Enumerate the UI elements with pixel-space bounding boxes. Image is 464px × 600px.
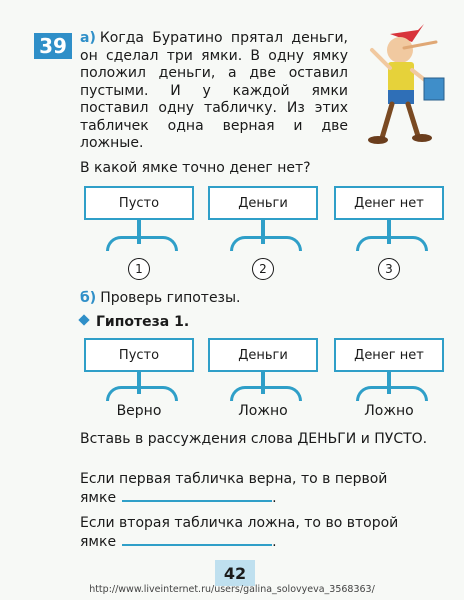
watermark-url: http://www.liveinternet.ru/users/galina_solovyeva_3568363/ <box>89 584 375 595</box>
problem-body: Когда Буратино прятал деньги, он сделал три ямки. В одну ямку положил деньги, а две оставил пустыми. И у каждой ямки поставил одну табличку. Из этих табличек одна верная и две ложные. <box>80 30 348 151</box>
hypothesis-title <box>80 314 189 330</box>
sign-top-2 <box>208 186 318 276</box>
sign-board: Денег нет <box>334 186 444 220</box>
sign-board: Пусто <box>84 338 194 372</box>
sentence-1-start: Если первая табличка верна, то в первой <box>80 471 388 487</box>
hypothesis-label: Гипотеза 1. <box>96 314 190 330</box>
part-b-text: Проверь гипотезы. <box>100 290 241 306</box>
sentence-2 <box>80 514 440 551</box>
verdict-1: Верно <box>116 403 162 419</box>
task-number-badge: 39 <box>34 33 72 59</box>
diamond-icon <box>78 314 89 325</box>
sign-base <box>230 386 302 401</box>
sentence-2-end: ямке <box>80 534 117 550</box>
question-text: В какой ямке точно денег нет? <box>80 160 311 176</box>
sign-base <box>106 386 178 401</box>
sign-base <box>356 386 428 401</box>
sign-top-1 <box>84 186 194 276</box>
sentence-2-start: Если вторая табличка ложна, то во второй <box>80 515 399 531</box>
sign-top-3 <box>334 186 444 276</box>
hole-number: 3 <box>378 258 400 280</box>
sentence-2-dot: . <box>272 534 277 550</box>
verdict-2: Ложно <box>238 403 288 419</box>
sign-bottom-3 <box>334 338 444 408</box>
hole-number: 1 <box>128 258 150 280</box>
pinocchio-illustration <box>352 20 452 150</box>
insert-words-instruction: Вставь в рассуждения слова ДЕНЬГИ и ПУСТО. <box>80 431 428 447</box>
sign-board: Пусто <box>84 186 194 220</box>
part-a-label: а) <box>80 30 96 46</box>
sign-base <box>230 236 302 251</box>
sign-board: Денег нет <box>334 338 444 372</box>
sign-board: Деньги <box>208 186 318 220</box>
part-b <box>80 290 241 306</box>
page-number: 42 <box>215 560 255 586</box>
answer-blank-1[interactable] <box>122 488 272 502</box>
sentence-1-end: ямке <box>80 490 117 506</box>
hole-number: 2 <box>252 258 274 280</box>
part-b-label: б) <box>80 290 97 306</box>
sign-board: Деньги <box>208 338 318 372</box>
answer-blank-2[interactable] <box>122 532 272 546</box>
sign-bottom-2 <box>208 338 318 408</box>
sign-base <box>356 236 428 251</box>
problem-text <box>80 30 348 153</box>
sign-bottom-1 <box>84 338 194 408</box>
verdict-3: Ложно <box>364 403 414 419</box>
sign-base <box>106 236 178 251</box>
sentence-1 <box>80 470 440 507</box>
sentence-1-dot: . <box>272 490 277 506</box>
